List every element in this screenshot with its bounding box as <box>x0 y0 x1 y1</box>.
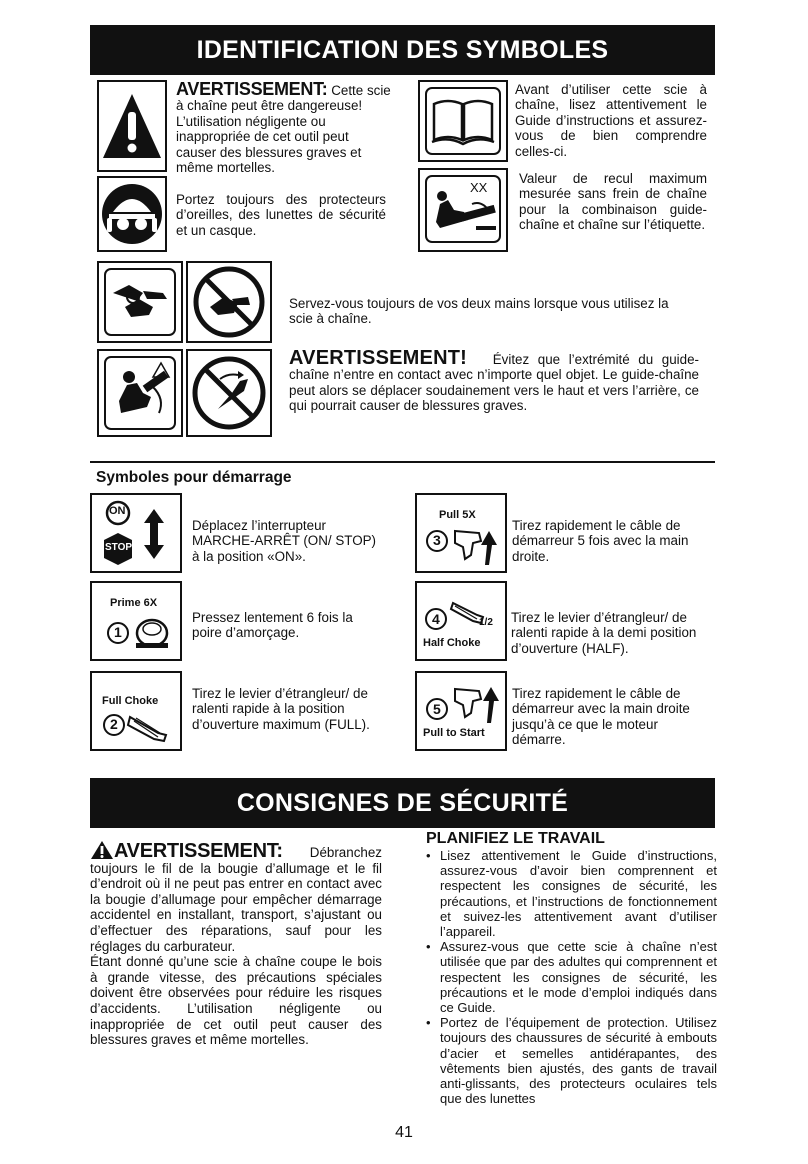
pull-to-start-icon <box>415 671 507 751</box>
protective-gear-icon <box>97 176 167 252</box>
plan-list <box>426 848 717 1106</box>
on-label: ON <box>109 505 126 517</box>
no-tip-contact-icon <box>186 349 272 437</box>
pull-5x-icon <box>415 493 507 573</box>
full-choke-label: Full Choke <box>102 695 159 707</box>
page-number: 41 <box>395 1124 413 1141</box>
kickback-warning-icon <box>97 349 183 437</box>
plan-section <box>426 830 717 1106</box>
warning-triangle-icon <box>90 840 114 860</box>
half-choke-text: Tirez le levier d’étrangleur/ de ralenti rapide à la demi position d’ouverture (HALF). <box>511 610 697 656</box>
full-choke-text-block <box>192 686 392 732</box>
warning-label: AVERTISSEMENT! <box>289 347 467 369</box>
two-hands-text-block <box>289 296 689 327</box>
section-title: IDENTIFICATION DES SYMBOLES <box>196 36 609 64</box>
stop-label: STOP <box>105 542 133 553</box>
half-choke-text-block <box>511 610 711 656</box>
manual-text-block <box>515 82 707 159</box>
list-item: • Assurez-vous que cette scie à chaîne n’est utilisée que par des adultes qui comprennent et respectent les consignes de sécurité, les précautions et le mode d’emploi indiqués dans ce Guide. <box>426 939 717 1015</box>
no-one-hand-icon <box>186 261 272 343</box>
half-fraction: 1/2 <box>479 617 493 628</box>
section-divider <box>90 461 715 463</box>
pull-to-start-text: Tirez rapidement le câble de démarreur avec la main droite jusqu’à ce que le moteur démarre. <box>512 686 690 748</box>
prime-bulb-icon <box>90 581 182 661</box>
pull-to-start-label: Pull to Start <box>423 727 485 739</box>
prime-text-block <box>192 610 382 641</box>
warning-text: Débranchez toujours le fil de la bougie d’allumage et le fil d’endroit où il ne peut pas entrer en contact avec la bougie d’allumage pour empêcher démarrage accidentel en installant, transport, s’ajustant ou d’effectuer des réparations, sauf pour les réglages du carburateur. <box>90 845 382 954</box>
warning-triangle-icon <box>97 80 167 172</box>
warning-block-1 <box>176 79 392 176</box>
half-choke-label: Half Choke <box>423 637 481 649</box>
protection-text-block <box>176 192 386 238</box>
pull-to-start-text-block <box>512 686 712 748</box>
section-title: CONSIGNES DE SÉCURITÉ <box>236 789 569 817</box>
warning-block-2 <box>289 347 699 414</box>
switch-text: Déplacez l’interrupteur MARCHE-ARRÊT (ON/ STOP) à la position «ON». <box>192 518 377 564</box>
manual-text: Avant d’utiliser cette scie à chaîne, lisez attentivement le Guide d’instructions et assurez-vous de bien comprendre celles-ci. <box>515 82 707 159</box>
pull-5x-text: Tirez rapidement le câble de démarreur 5 fois avec la main droite. <box>512 518 689 564</box>
protection-text: Portez toujours des protecteurs d’oreilles, des lunettes de sécurité et un casque. <box>176 192 386 238</box>
warning-block-3 <box>90 840 382 1048</box>
warning-label: AVERTISSEMENT: <box>176 79 328 99</box>
two-hands-text: Servez-vous toujours de vos deux mains lorsque vous utilisez la scie à chaîne. <box>289 296 669 327</box>
kickback-text: Valeur de recul maximum mesurée sans frein de chaîne pour la combinaison guide-chaîne et chaîne sur l’étiquette. <box>519 171 707 233</box>
two-hands-icon <box>97 261 183 343</box>
pull-5x-label: Pull 5X <box>439 509 476 521</box>
kickback-value-icon <box>418 168 508 252</box>
prime-text: Pressez lentement 6 fois la poire d’amorçage. <box>192 610 353 641</box>
prime-label: Prime 6X <box>110 597 158 609</box>
kickback-text-block <box>519 171 707 233</box>
warning-text: Cette scie à chaîne peut être dangereuse! L’utilisation négligente ou inappropriée de cet outil peut causer des blessures graves et même mortelles. <box>176 83 391 176</box>
step-number: 5 <box>433 701 441 717</box>
warning-label: AVERTISSEMENT: <box>114 840 283 862</box>
full-choke-text: Tirez le levier d’étrangleur/ de ralenti rapide à la position d’ouverture maximum (FULL). <box>192 686 370 732</box>
step-number: 2 <box>110 716 118 732</box>
on-stop-switch-icon <box>90 493 182 573</box>
full-choke-icon <box>90 671 182 751</box>
kickback-value-label: XX <box>470 180 488 195</box>
warning-text-2: Étant donné qu’une scie à chaîne coupe le bois à grande vitesse, des précautions spéciales doivent être observées pour réduire les risques d’accidents. L’utilisation négligente ou inappropriée de cet outil peut causer des blessures graves et même mortelles. <box>90 954 382 1048</box>
starting-symbols-title: Symboles pour démarrage <box>96 469 292 486</box>
list-item: • Portez de l’équipement de protection. Utilisez toujours des chaussures de sécurité à embouts d’acier et semelles antidérapantes, des vêtements bien ajustés, des gants de travail anti-glissants, des protecteurs oculaires tels que des lunettes <box>426 1015 717 1106</box>
read-manual-icon <box>418 80 508 162</box>
warning-text: Évitez que l’extrémité du guide-chaîne n’entre en contact avec n’importe quel objet. Le guide-chaîne peut alors se déplacer soudainement vers le haut et vers l’arrière, ce qui pourrait causer de blessures graves. <box>289 352 699 414</box>
plan-title: PLANIFIEZ LE TRAVAIL <box>426 830 605 847</box>
section-banner-symbols <box>90 25 715 75</box>
step-number: 3 <box>433 532 441 548</box>
switch-text-block <box>192 518 382 564</box>
pull-5x-text-block <box>512 518 702 564</box>
step-number: 1 <box>114 624 122 640</box>
list-item: • Lisez attentivement le Guide d’instructions, assurez-vous d’avoir bien comprennent et respectent les consignes de sécurité, les précautions, et l’instructions de fonctionnement et suivez-les attentivement avant d’utiliser l’appareil. <box>426 848 717 939</box>
step-number: 4 <box>432 611 440 627</box>
half-choke-icon <box>415 581 507 661</box>
section-banner-safety <box>90 778 715 828</box>
